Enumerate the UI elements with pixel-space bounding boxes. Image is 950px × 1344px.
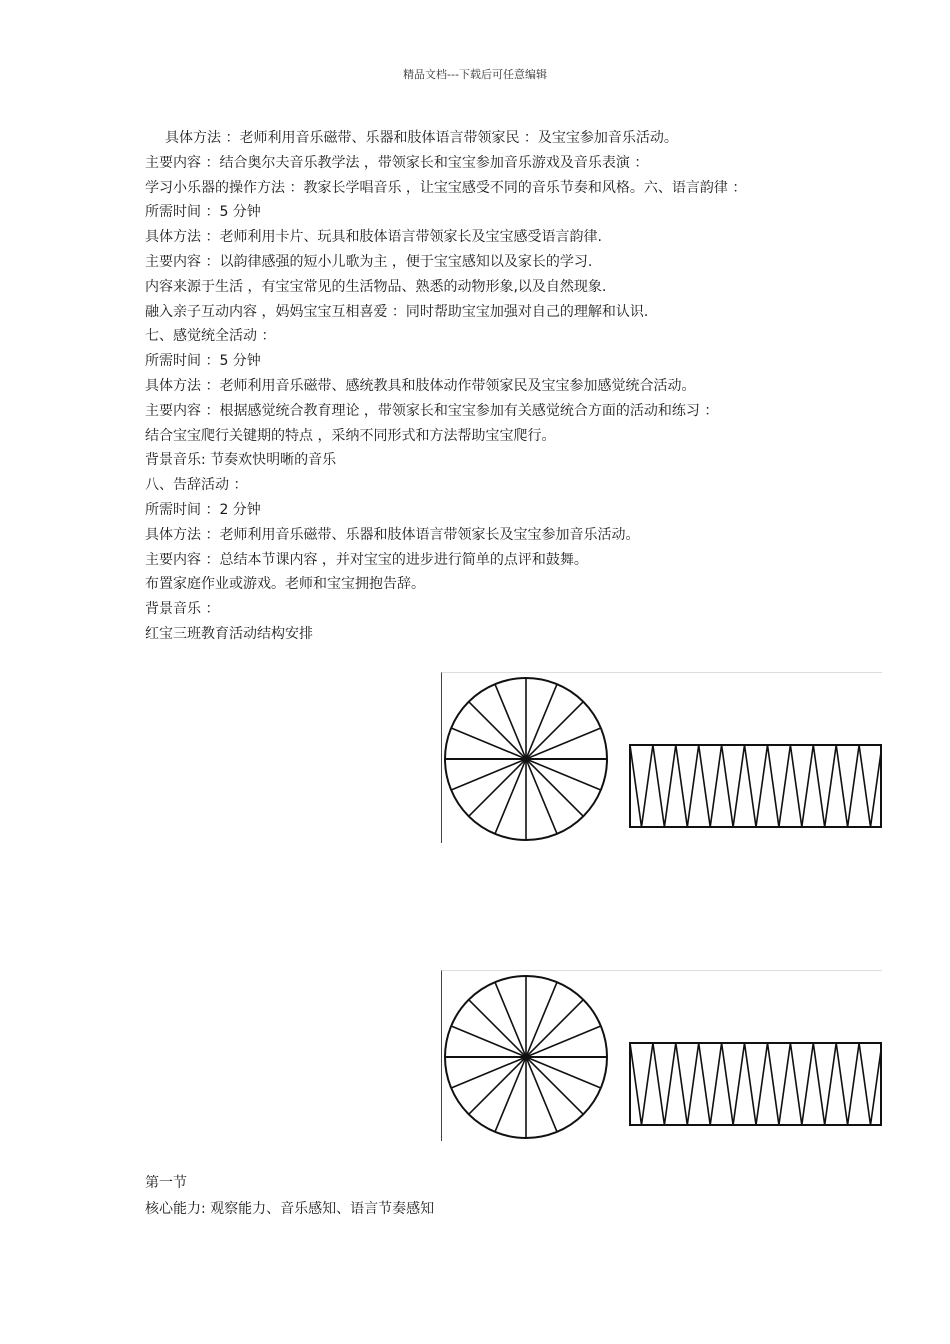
wheel-zigzag-drawing (442, 971, 882, 1141)
text-line: 主要内容 ：总结本节课内容 ，并对宝宝的进步进行简单的点评和鼓舞。 (145, 551, 588, 568)
spoked-wheel-icon (445, 678, 607, 840)
text-line: 具体方法 ：老师利用音乐磁带、乐器和肢体语言带领家长及宝宝参加音乐活动。 (145, 526, 640, 543)
diagram-figure (441, 970, 882, 1141)
text-line: 布置家庭作业或游戏。老师和宝宝拥抱告辞。 (145, 576, 425, 593)
section-title: 第一节 (145, 1175, 187, 1191)
text-line: 所需时间 ：2 分钟 (145, 501, 261, 518)
spoked-wheel-icon (445, 976, 607, 1138)
zigzag-pattern-icon (630, 1043, 882, 1125)
text-line: 内容来源于生活 ，有宝宝常见的生活物品、熟悉的动物形象,以及自然现象. (145, 278, 607, 295)
text-line: 主要内容 ：根据感觉统合教育理论 ，带领家长和宝宝参加有关感觉统合方面的活动和练习 ： (145, 402, 719, 419)
zigzag-pattern-icon (630, 745, 882, 827)
text-line: 所需时间 ：5 分钟 (145, 204, 261, 221)
section-footer (145, 1170, 815, 1222)
text-line: 学习小乐器的操作方法 ：教家长学唱音乐 ，让宝宝感受不同的音乐节奏和风格。六、语言韵律 ： (145, 179, 747, 196)
text-line: 红宝三班教育活动结构安排 (145, 625, 313, 642)
section-heading: 八、告辞活动 ： (145, 477, 248, 494)
text-line: 具体方法 ：老师利用卡片、玩具和肢体语言带领家长及宝宝感受语言韵律. (145, 229, 602, 246)
text-line: 主要内容 ：以韵律感强的短小儿歌为主 ，便于宝宝感知以及家长的学习. (145, 253, 593, 270)
page-header: 精品文档---下载后可任意编辑 (403, 68, 547, 81)
text-line: 结合宝宝爬行关键期的特点 ，采纳不同形式和方法帮助宝宝爬行。 (145, 427, 556, 444)
text-line: 具体方法 ：老师利用音乐磁带、乐器和肢体语言带领家民 ：及宝宝参加音乐活动。 (165, 130, 678, 146)
text-line: 背景音乐: 节奏欢快明晰的音乐 (145, 452, 337, 469)
text-line: 所需时间 ：5 分钟 (145, 353, 261, 370)
text-line: 主要内容 ：结合奥尔夫音乐教学法 ，带领家长和宝宝参加音乐游戏及音乐表演 ： (145, 154, 649, 171)
diagram-figure (441, 672, 882, 843)
document-body (145, 126, 815, 647)
text-line: 融入亲子互动内容 ，妈妈宝宝互相喜爱 ：同时帮助宝宝加强对自己的理解和认识. (145, 303, 649, 320)
wheel-zigzag-drawing (442, 673, 882, 843)
section-heading: 七、感觉统全活动 ： (145, 328, 276, 345)
core-ability-text: 核心能力: 观察能力、音乐感知、语言节奏感知 (145, 1201, 435, 1217)
text-line: 具体方法 ：老师利用音乐磁带、感统教具和肢体动作带领家民及宝宝参加感觉统合活动。 (145, 377, 696, 394)
text-line: 背景音乐 ： (145, 601, 220, 618)
